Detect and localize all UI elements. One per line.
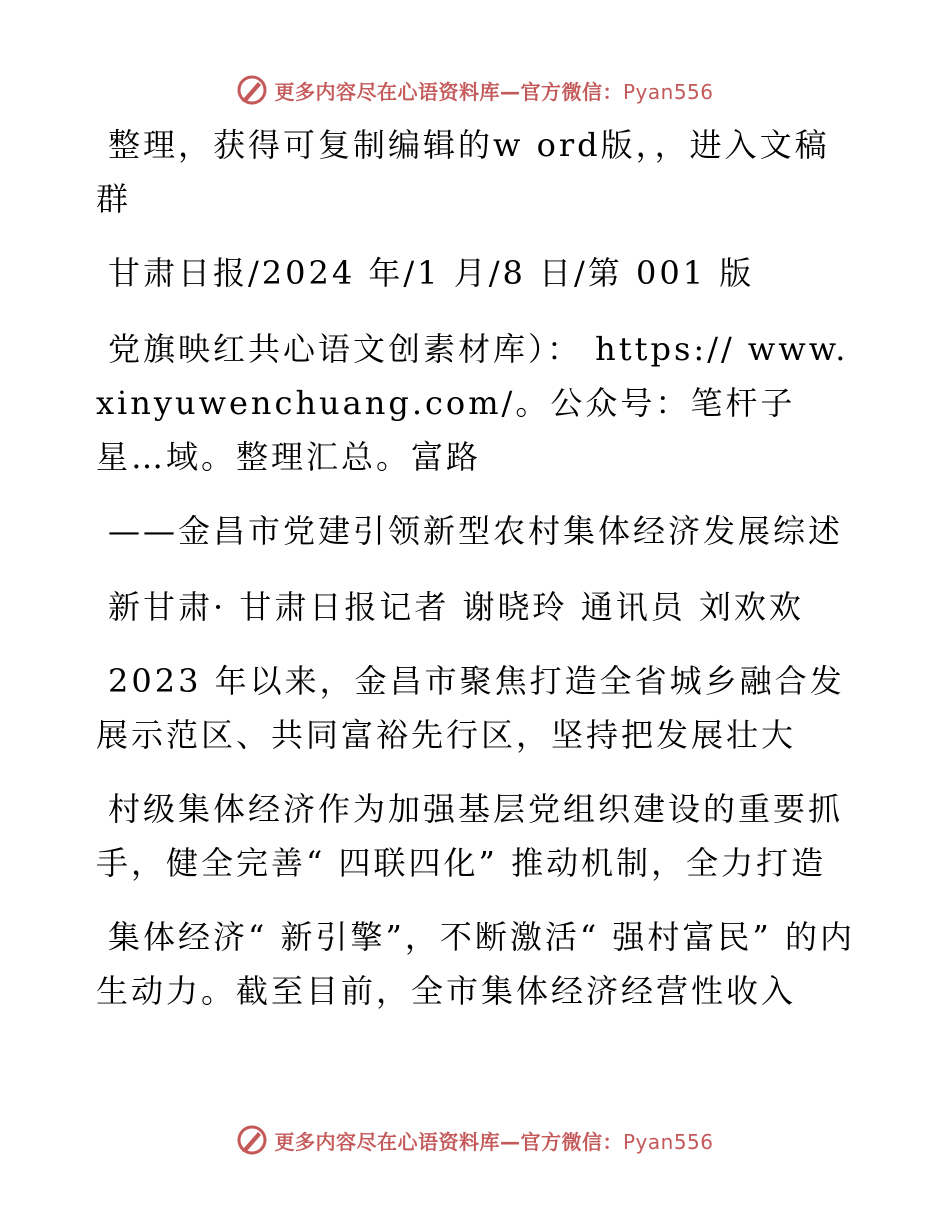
paragraph: 整理，获得可复制编辑的w ord版，，进入文稿群 (96, 126, 830, 218)
document-body (96, 118, 856, 1038)
paragraph: 2023 年以来，金昌市聚焦打造全省城乡融合发展示范区、共同富裕先行区，坚持把发展壮大 (96, 662, 845, 754)
watermark-wechat-id: Pyan556 (622, 79, 714, 104)
paragraph: 甘肃日报/2024 年/1 月/8 日/第 001 版 (108, 254, 755, 292)
paragraph: 集体经济“ 新引擎”，不断激活“ 强村富民” 的内生动力。截至目前，全市集体经济经营性收入 (96, 918, 855, 1010)
pen-logo-icon (236, 74, 268, 106)
watermark-header (0, 72, 950, 108)
watermark-text: 更多内容尽在心语资料库—官方微信：Pyan556 (274, 1129, 714, 1154)
paragraph: 党旗映红共心语文创素材库）： https:// www.xinyuwenchuang.com/。公众号：笔杆子星…域。整理汇总。富路 (96, 330, 849, 476)
watermark-wechat-id: Pyan556 (622, 1129, 714, 1154)
watermark-text: 更多内容尽在心语资料库—官方微信：Pyan556 (274, 79, 714, 104)
pen-logo-icon (236, 1124, 268, 1156)
byline: 新甘肃· 甘肃日报记者 谢晓玲 通讯员 刘欢欢 (108, 588, 804, 626)
paragraph: ——金昌市党建引领新型农村集体经济发展综述 (108, 512, 844, 550)
paragraph: 村级集体经济作为加强基层党组织建设的重要抓手，健全完善“ 四联四化” 推动机制，全力打造 (96, 790, 844, 882)
watermark-footer (0, 1122, 950, 1158)
